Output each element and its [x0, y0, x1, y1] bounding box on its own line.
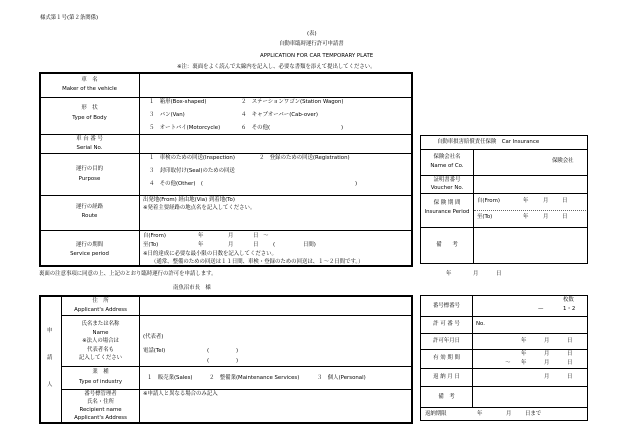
body-type-label-jp: 形 状: [81, 105, 98, 111]
name-label-en: Name: [92, 330, 109, 336]
industry-option-maintenance[interactable]: ２ 整備業(Maintenance Services): [209, 375, 300, 381]
purpose-option-other[interactable]: ４ その他(Other) (: [149, 181, 203, 187]
plate-manager-label-en2: Applicant's Address: [74, 415, 127, 421]
body-option-cabover[interactable]: ４ キャブオーバー(Cab-over): [241, 112, 318, 118]
corp-note-2: 代表者名も: [87, 347, 114, 353]
industry-option-sales[interactable]: １ 販売業(Sales): [147, 375, 193, 381]
maker-label-en: Maker of the vehicle: [62, 86, 117, 92]
return-deadline-month[interactable]: 月: [506, 411, 512, 417]
maker-field[interactable]: [141, 75, 411, 95]
return-date-month[interactable]: 月: [544, 374, 550, 380]
return-deadline-year[interactable]: 年: [477, 411, 483, 417]
return-deadline-label: 返納期限: [425, 411, 447, 417]
industry-label-en: Type of industry: [78, 379, 123, 385]
period-to-year[interactable]: 年: [198, 242, 204, 248]
plate-count-dash: —: [538, 306, 544, 312]
period-label-jp: 運行の期間: [76, 242, 103, 248]
voucher-label-jp: 証明書番号: [433, 177, 461, 183]
insurance-company-field[interactable]: 保険会社: [552, 158, 574, 164]
insurance-from-month[interactable]: 月: [543, 198, 549, 204]
corp-note-1: ※法人の場合は: [82, 338, 119, 344]
body-option-wagon[interactable]: ２ ステーションワゴン(Station Wagon): [241, 99, 344, 105]
return-date-label: 返 納 月 日: [433, 374, 460, 380]
declaration-month[interactable]: 月: [473, 271, 479, 277]
insurance-period-label-jp: 保 険 期 間: [433, 200, 461, 206]
applicant-side-label-3: 人: [47, 382, 53, 388]
validity-from-day[interactable]: 日: [567, 351, 573, 357]
validity-from-year[interactable]: 年: [521, 351, 527, 357]
plate-manager-note: ※申請人と異なる場合のみ記入: [143, 391, 218, 397]
plate-number-field[interactable]: [474, 298, 534, 314]
insurance-title: 自動車損害賠償責任保険 Car Insurance: [437, 139, 540, 145]
serial-label-jp: 車 台 番 号: [76, 136, 103, 142]
body-option-box[interactable]: １ 箱形(Box-shaped): [149, 99, 207, 105]
tel-close-2: ): [236, 358, 239, 364]
validity-to-month[interactable]: 月: [544, 360, 550, 366]
voucher-field[interactable]: [475, 177, 586, 191]
address-label-en: Applicant's Address: [74, 307, 127, 313]
insurance-from-year[interactable]: 年: [523, 198, 529, 204]
plate-count-value: 1・2: [563, 306, 576, 312]
applicant-side-label-1: 申: [47, 328, 53, 334]
body-other-close: ): [341, 125, 344, 131]
validity-to-day[interactable]: 日: [567, 360, 573, 366]
body-option-van[interactable]: ３ バン(Van): [149, 112, 185, 118]
validity-from-month[interactable]: 月: [544, 351, 550, 357]
plate-count-label: 枚数: [563, 297, 574, 303]
period-days-field[interactable]: 日間): [303, 242, 316, 248]
tel-open: (: [207, 348, 210, 354]
declaration-day[interactable]: 日: [496, 271, 502, 277]
insurance-from-label: 自(From): [477, 198, 500, 204]
insurance-to-label: 至(To): [477, 214, 493, 220]
insurance-to-day[interactable]: 日: [562, 214, 568, 220]
return-deadline-day[interactable]: 日まで: [525, 411, 542, 417]
validity-to-year[interactable]: 年: [521, 360, 527, 366]
insurance-company-label-jp: 保険会社名: [433, 154, 461, 160]
plate-number-label: 番号標番号: [433, 303, 460, 309]
purpose-label-jp: 運行の目的: [76, 166, 103, 172]
office-remarks-field[interactable]: [474, 388, 586, 405]
industry-label-jp: 業 種: [92, 369, 109, 375]
plate-manager-label-1: 番号標管理者: [84, 391, 117, 397]
permit-date-month[interactable]: 月: [544, 338, 550, 344]
purpose-option-seal[interactable]: ３ 封印取付け(Seal)のための回送: [149, 168, 235, 174]
tel-label: 電話(Tel): [143, 348, 166, 354]
body-option-other[interactable]: ６ その他(: [241, 125, 271, 131]
addressee: 南魚沼市長 様: [173, 285, 211, 291]
permit-date-year[interactable]: 年: [521, 338, 527, 344]
form-title-en: APPLICATION FOR CAR TEMPORARY PLATE: [260, 53, 374, 59]
body-type-label-en: Type of Body: [72, 115, 107, 121]
insurance-period-label-en: Insurance Period: [424, 209, 470, 215]
insurance-remarks-field[interactable]: [475, 229, 586, 262]
purpose-option-inspection[interactable]: １ 車検のための回送(Inspection): [149, 155, 235, 161]
period-to-month[interactable]: 月: [228, 242, 234, 248]
period-days-open: (: [273, 242, 276, 248]
name-label-jp: 氏名または名称: [81, 321, 120, 327]
period-from-year[interactable]: 年: [198, 233, 204, 239]
tel-close: ): [236, 348, 239, 354]
tel-field[interactable]: [212, 347, 234, 355]
representative-field[interactable]: (代表者): [143, 334, 164, 340]
front-side-label: (表): [307, 31, 317, 37]
period-label-en: Service period: [70, 251, 109, 257]
route-note: ※発着主要経路の地点名を記入してください。: [143, 205, 256, 211]
period-note-typical: （通常、整備のための回送は１１日間、車検・登録のための回送は、１〜２日間です。）: [151, 259, 364, 265]
plate-manager-label-2: 氏名・住所: [87, 399, 114, 405]
period-to-label: 至(To): [143, 242, 159, 248]
permit-date-day[interactable]: 日: [567, 338, 573, 344]
body-option-motorcycle[interactable]: ５ オートバイ(Motorcycle): [149, 125, 221, 131]
insurance-to-year[interactable]: 年: [523, 214, 529, 220]
maker-label-jp: 車 名: [81, 77, 98, 83]
period-note: ※日的達成に必要な最小限の日数を記入してください。: [143, 251, 277, 257]
validity-label: 有 効 期 間: [433, 355, 460, 361]
route-points-label: 出発地(From) 経由地(Via) 到着地(To): [143, 197, 235, 203]
industry-option-personal[interactable]: ３ 個人(Personal): [317, 375, 366, 381]
plate-manager-field[interactable]: [141, 399, 411, 422]
route-field[interactable]: [141, 213, 411, 229]
serial-label-en: Serial No.: [76, 145, 103, 151]
period-to-day[interactable]: 日: [253, 242, 259, 248]
declaration-text: 裏面の注意事項に同意の上、上記のとおり臨時運行の許可を申請します。: [39, 271, 217, 277]
return-date-day[interactable]: 日: [567, 374, 573, 380]
address-label-jp: 住 所: [92, 298, 109, 304]
form-notice: ※注：裏面をよく読んで太線内を記入し、必要な書類を添えて提出してください。: [177, 64, 376, 70]
applicant-side-label-2: 請: [47, 355, 53, 361]
route-label-en: Route: [81, 213, 98, 219]
validity-tilde: 〜: [505, 360, 511, 366]
route-label-jp: 運行の経路: [76, 204, 103, 210]
purpose-other-close: ): [355, 181, 358, 187]
permit-date-label: 許可年月日: [433, 338, 460, 344]
declaration-year[interactable]: 年: [446, 271, 452, 277]
period-from-day[interactable]: 日: [253, 233, 259, 239]
tel-field-2[interactable]: [212, 357, 234, 365]
purpose-label-en: Purpose: [78, 176, 101, 182]
address-field[interactable]: [141, 297, 411, 314]
period-from-month[interactable]: 月: [228, 233, 234, 239]
permit-number-field[interactable]: No.: [476, 321, 485, 327]
permit-number-label: 許 可 番 号: [433, 321, 460, 327]
office-remarks-label: 備 考: [438, 394, 455, 400]
voucher-label-en: Voucher No.: [430, 185, 464, 191]
period-from-label: 自(From): [143, 233, 166, 239]
period-tilde: 〜: [263, 233, 269, 239]
insurance-to-month[interactable]: 月: [543, 214, 549, 220]
corp-note-3: 記入してください: [78, 355, 123, 361]
plate-manager-label-en1: Recipient name: [79, 407, 122, 413]
form-number: 様式第１号(第２条関係): [40, 15, 99, 21]
tel-open-2: (: [207, 358, 210, 364]
purpose-option-registration[interactable]: ２ 登録のための回送(Registration): [259, 155, 350, 161]
insurance-remarks-label: 備 考: [436, 242, 458, 248]
serial-field[interactable]: [141, 136, 411, 152]
insurance-from-day[interactable]: 日: [562, 198, 568, 204]
insurance-company-label-en: Name of Co.: [430, 163, 464, 169]
form-title-jp: 自動車臨時運行許可申請書: [279, 41, 344, 47]
